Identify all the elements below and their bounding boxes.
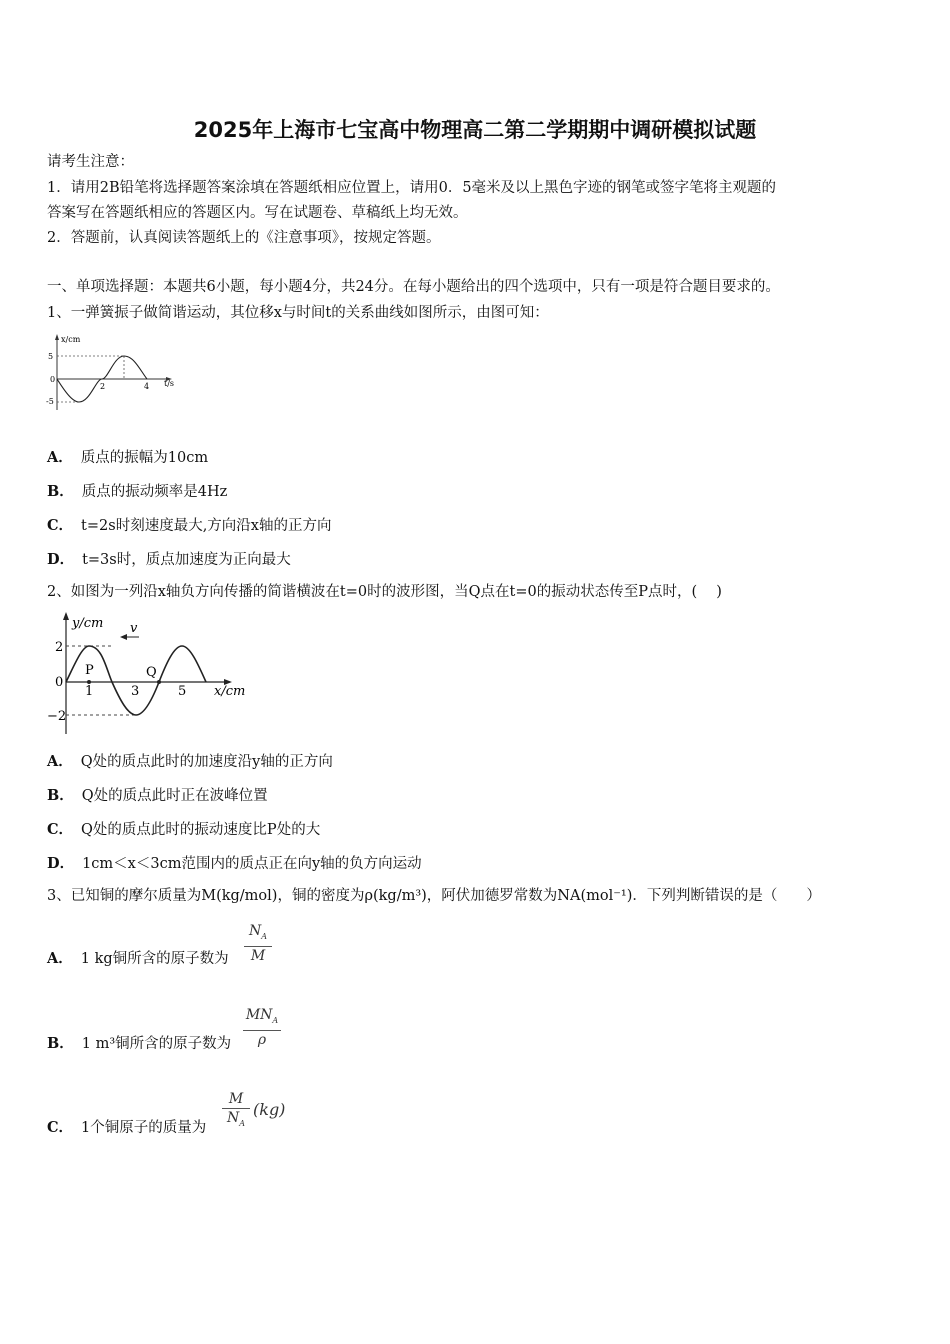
q3-a-fraction [244,922,272,965]
q2-y-arrow [63,612,69,620]
q2-tick-y-neg2: −2 [47,709,67,724]
q1-graph [44,330,184,414]
fraction-numerator-sub: A [261,931,268,941]
q2-q-label: Q [146,665,157,680]
q1-option-a[interactable] [47,446,208,467]
section-heading: 一、单项选择题：本题共6小题，每小题4分，共24分。在每小题给出的四个选项中，只有一项是符合题目要求的。 [47,279,780,295]
fraction-denominator: ρ [257,1031,267,1048]
q1-stem: 1、一弹簧振子做简谐运动，其位移x与时间t的关系曲线如图所示，由图可知： [47,305,549,321]
q2-option-c[interactable] [47,818,320,839]
fraction-denominator: N [226,1110,240,1126]
fraction-numerator-sub: A [272,1015,279,1025]
option-text: 1 m³铜所含的原子数为 [81,1036,232,1052]
q2-graph [44,610,259,738]
option-label: B． [47,483,74,500]
q2-option-b[interactable] [47,784,268,805]
fraction-numerator: MN [245,1007,273,1023]
q2-tick-x-5: 5 [178,684,187,699]
q2-point-q [157,680,161,684]
q1-tick-x-2: 2 [100,382,106,391]
option-text: Q处的质点此时正在波峰位置 [81,788,268,804]
option-label: A． [47,449,73,466]
q1-tick-y-neg5: -5 [46,397,54,406]
option-text: t=3s时，质点加速度为正向最大 [82,552,291,568]
q3-option-a[interactable] [47,947,229,968]
q2-velocity-arrow [120,634,127,640]
q2-option-d[interactable] [47,852,422,873]
q3-c-unit: (kg) [253,1100,286,1119]
option-label: C． [47,821,74,838]
q3-b-fraction [243,1006,281,1049]
q3-c-fraction [222,1090,250,1133]
option-label: A． [47,950,73,967]
q2-tick-y-0: 0 [55,675,64,690]
page-title: 2025年上海市七宝高中物理高二第二学期期中调研模拟试题 [193,118,757,142]
notice-line-1: 1．请用2B铅笔将选择题答案涂填在答题纸相应位置上，请用0．5毫米及以上黑色字迹的钢笔或签字笔将主观题的 [47,180,777,196]
q1-tick-y-5: 5 [48,352,54,361]
option-label: B． [47,1035,74,1052]
notice-line-2: 答案写在答题纸相应的答题区内。写在试题卷、草稿纸上均无效。 [47,205,468,221]
q2-stem: 2、如图为一列沿x轴负方向传播的简谐横波在t=0时的波形图，当Q点在t=0的振动状态传至P点时，( ) [47,584,722,600]
option-text: 质点的振幅为10cm [80,450,209,466]
option-text: Q处的质点此时的加速度沿y轴的正方向 [80,754,333,770]
option-text: 1cm＜x＜3cm范围内的质点正在向y轴的负方向运动 [82,856,422,872]
notice-line-3: 2．答题前，认真阅读答题纸上的《注意事项》，按规定答题。 [47,230,441,246]
fraction-denominator-sub: A [239,1118,246,1128]
option-text: Q处的质点此时的振动速度比P处的大 [81,822,321,838]
q1-option-d[interactable] [47,548,291,569]
option-label: B． [47,787,74,804]
q3-stem: 3、已知铜的摩尔质量为M(kg/mol)，铜的密度为ρ(kg/m³)，阿伏加德罗常数为NA(mol⁻¹)．下列判断错误的是（ ） [47,888,821,904]
q1-tick-x-4: 4 [144,382,150,391]
q2-option-a[interactable] [47,750,333,771]
q1-xlabel: t/s [164,379,175,388]
q1-y-arrow [55,334,59,340]
q1-tick-y-0: 0 [50,375,56,384]
notice-heading: 请考生注意： [47,154,134,170]
option-label: D． [47,551,75,568]
q1-option-b[interactable] [47,480,227,501]
q2-p-label: P [85,663,94,678]
option-text: 1个铜原子的质量为 [81,1120,207,1136]
option-label: D． [47,855,75,872]
q1-option-c[interactable] [47,514,331,535]
option-text: 质点的振动频率是4Hz [81,484,228,500]
option-label: A． [47,753,73,770]
q1-ylabel: x/cm [61,335,81,344]
q2-xlabel: x/cm [214,684,246,699]
option-label: C． [47,1119,74,1136]
q2-v-label: v [130,621,138,636]
option-label: C． [47,517,74,534]
fraction-numerator: M [228,1091,244,1107]
q3-option-b[interactable] [47,1032,231,1053]
q3-option-c[interactable] [47,1116,206,1137]
fraction-numerator: N [248,923,262,939]
fraction-denominator: M [250,947,266,964]
q2-tick-x-3: 3 [131,684,140,699]
q2-tick-y-2: 2 [55,640,64,655]
option-text: 1 kg铜所含的原子数为 [80,951,229,967]
q2-ylabel: y/cm [72,616,104,631]
option-text: t=2s时刻速度最大,方向沿x轴的正方向 [81,518,332,534]
q2-tick-x-1: 1 [85,684,94,699]
q2-wave [66,646,206,715]
